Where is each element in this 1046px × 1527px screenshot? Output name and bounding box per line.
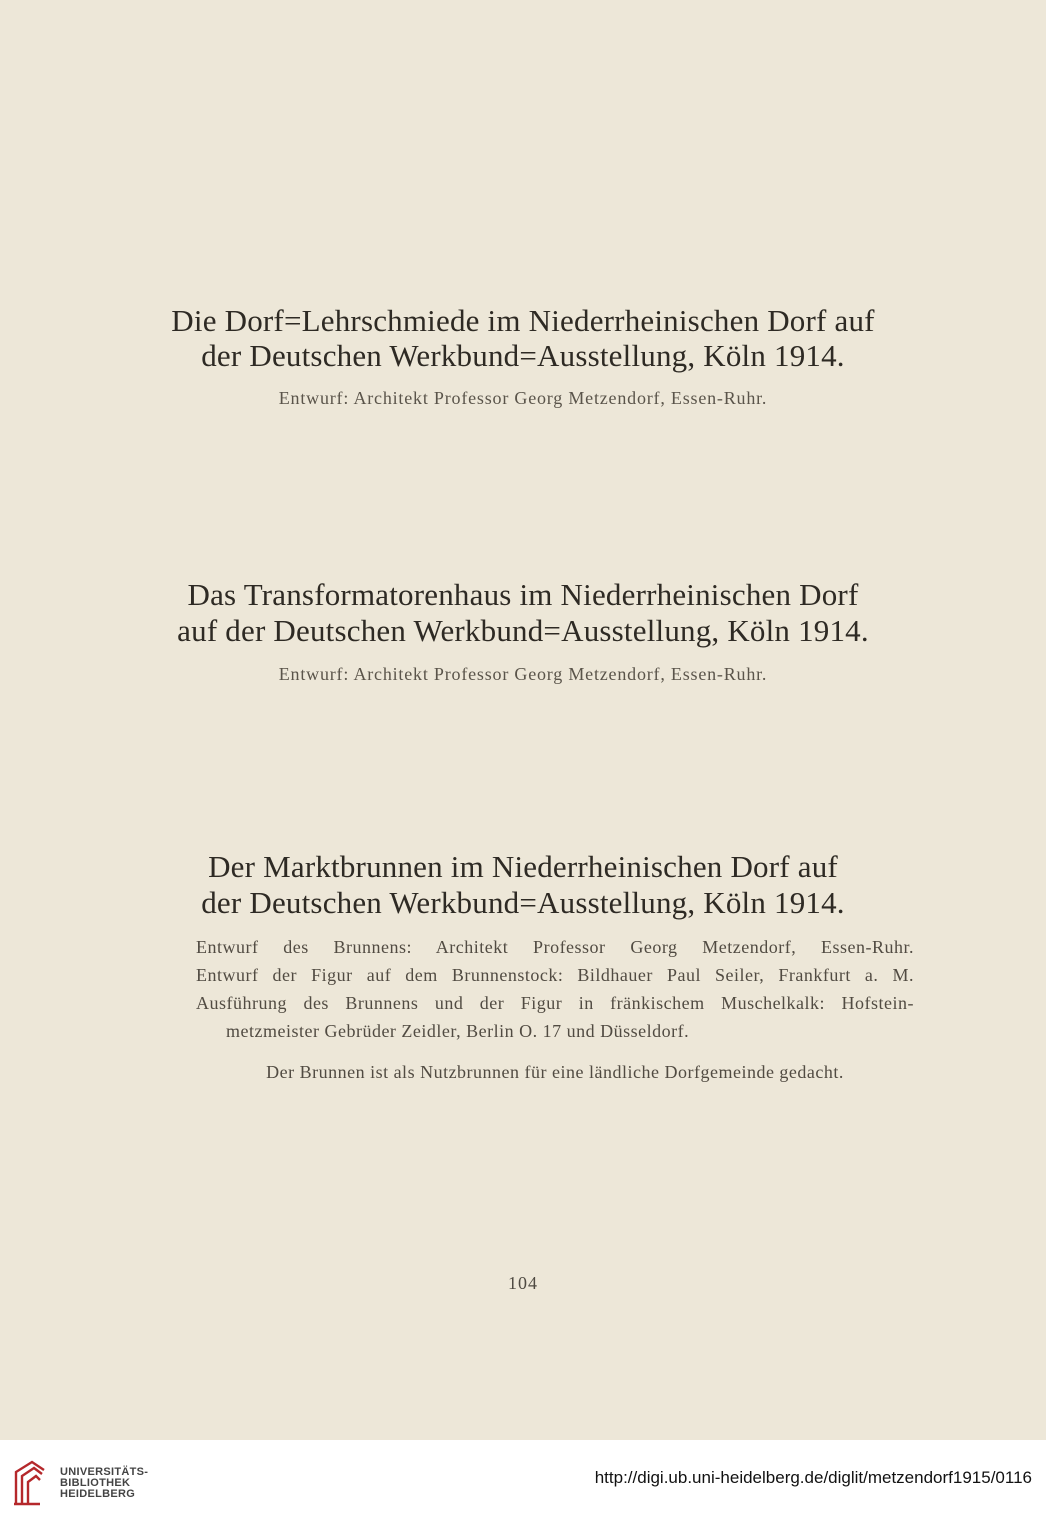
section-3-title-line-2: der Deutschen Werkbund=Ausstellung, Köln 1914.: [201, 885, 845, 920]
section-2-title-line-1: Das Transformatorenhaus im Niederrheinischen Dorf: [187, 577, 859, 612]
section-3-detail-line-2: Entwurf der Figur auf dem Brunnenstock: Bildhauer Paul Seiler, Frankfurt a. M.: [196, 965, 914, 985]
section-3-note: Der Brunnen ist als Nutzbrunnen für eine ländliche Dorfgemeinde gedacht.: [266, 1062, 844, 1082]
footer-bar: [0, 1440, 1046, 1527]
library-name-line-2: BIBLIOTHEK: [60, 1477, 131, 1489]
section-1-title-line-1: Die Dorf=Lehrschmiede im Niederrheinischen Dorf auf: [171, 303, 875, 338]
section-1-credit: Entwurf: Architekt Professor Georg Metzendorf, Essen-Ruhr.: [278, 388, 768, 408]
library-name: [60, 1467, 148, 1500]
section-1-title-line-2: der Deutschen Werkbund=Ausstellung, Köln 1914.: [201, 338, 845, 373]
library-name-line-1: UNIVERSITÄTS-: [60, 1466, 149, 1478]
library-name-line-3: HEIDELBERG: [60, 1488, 136, 1500]
section-3-title-line-1: Der Marktbrunnen im Niederrheinischen Dorf auf: [208, 849, 838, 884]
section-3-detail-line-4: metzmeister Gebrüder Zeidler, Berlin O. 17 und Düsseldorf.: [226, 1021, 690, 1041]
section-3-detail-line-3: Ausführung des Brunnens und der Figur in fränkischem Muschelkalk: Hofstein-: [196, 993, 914, 1013]
source-url-link[interactable]: http://digi.ub.uni-heidelberg.de/diglit/metzendorf1915/0116: [594, 1468, 1032, 1487]
section-3-details: [196, 933, 914, 1045]
library-logo-icon[interactable]: [10, 1458, 50, 1508]
section-2-title-line-2: auf der Deutschen Werkbund=Ausstellung, Köln 1914.: [177, 613, 869, 648]
section-2-credit: Entwurf: Architekt Professor Georg Metzendorf, Essen-Ruhr.: [278, 664, 768, 684]
section-3-detail-line-1: Entwurf des Brunnens: Architekt Professor Georg Metzendorf, Essen-Ruhr.: [196, 937, 914, 957]
page-number: 104: [508, 1273, 538, 1293]
